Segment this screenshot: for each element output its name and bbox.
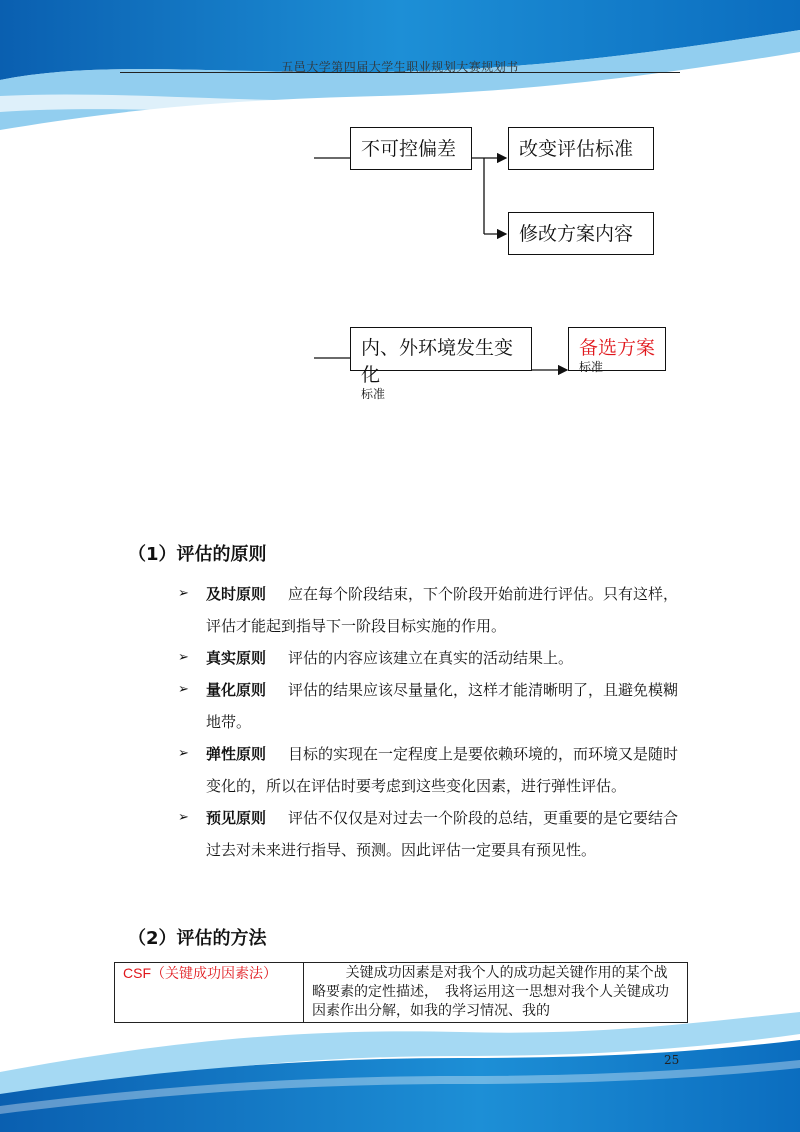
flow-box-sublabel: 标准: [361, 387, 386, 401]
section-heading-principles: （1）评估的原则: [128, 544, 267, 565]
list-item: [178, 642, 688, 674]
flow-box-label: 修改方案内容: [519, 223, 634, 245]
method-name-cell: CSF（关键成功因素法）: [115, 963, 304, 1023]
flow-box-alternative-plan: [568, 327, 666, 374]
principle-term: 真实原则: [206, 649, 267, 667]
list-item: [178, 738, 688, 802]
arrow-bullet-icon: ➢: [178, 650, 189, 665]
arrow-bullet-icon: ➢: [178, 810, 189, 825]
arrow-bullet-icon: ➢: [178, 682, 189, 697]
list-item: [178, 802, 688, 866]
method-description-cell: 关键成功因素是对我个人的成功起关键作用的某个战略要素的定性描述， 我将运用这一思想对我个人关键成功因素作出分解，如我的学习情况、我的: [304, 963, 688, 1023]
footer-wave-decoration: [0, 1012, 800, 1132]
flow-box-label: 内、外环境发生变化: [361, 337, 514, 386]
flow-box-sublabel: 标准: [579, 360, 604, 374]
principle-text: 评估的内容应该建立在真实的活动结果上。: [288, 649, 574, 667]
flow-box-change-criteria: [508, 127, 654, 170]
principle-text: 评估不仅仅是对过去一个阶段的总结，更重要的是它要结合过去对未来进行指导、预测。因此评估一定要具有预见性。: [206, 809, 679, 859]
list-item: [178, 674, 688, 738]
principle-term: 弹性原则: [206, 745, 267, 763]
flow-box-environment-change: [350, 327, 532, 401]
flow-box-label: 改变评估标准: [519, 138, 634, 160]
principle-text: 应在每个阶段结束，下个阶段开始前进行评估。只有这样，评估才能起到指导下一阶段目标实施的作用。: [206, 585, 679, 635]
flow-box-modify-plan: [508, 212, 654, 255]
flow-box-uncontrollable-deviation: [350, 127, 472, 170]
list-item: [178, 578, 688, 642]
principle-term: 量化原则: [206, 681, 267, 699]
principle-term: 预见原则: [206, 809, 267, 827]
principle-text: 评估的结果应该尽量量化，这样才能清晰明了，且避免模糊地带。: [206, 681, 679, 731]
arrow-bullet-icon: ➢: [178, 746, 189, 761]
flow-box-label: 备选方案: [579, 337, 656, 359]
section-heading-methods: （2）评估的方法: [128, 928, 267, 949]
principle-text: 目标的实现在一定程度上是要依赖环境的，而环境又是随时变化的，所以在评估时要考虑到这些变化因素，进行弹性评估。: [206, 745, 679, 795]
arrow-bullet-icon: ➢: [178, 586, 189, 601]
flow-box-label: 不可控偏差: [361, 138, 457, 160]
principle-term: 及时原则: [206, 585, 267, 603]
page-number: 25: [664, 1053, 680, 1067]
principles-list: [178, 578, 688, 866]
header-title: 五邑大学第四届大学生职业规划大赛规划书: [281, 60, 519, 74]
